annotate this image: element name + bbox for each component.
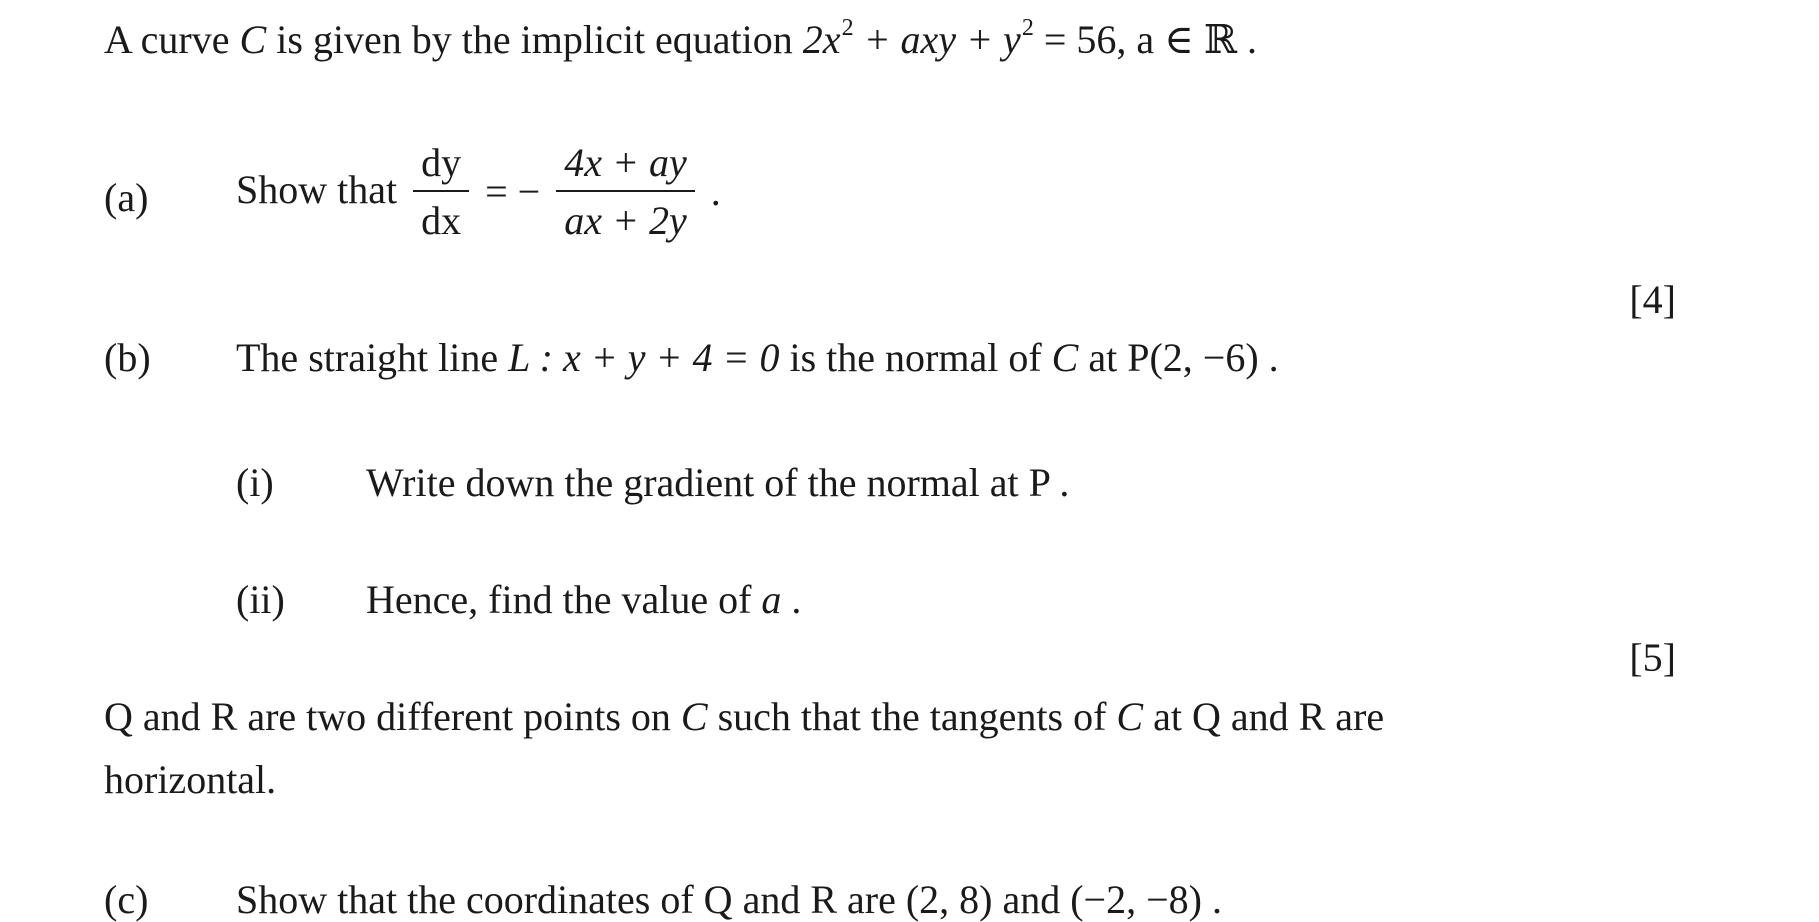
variable-a: a [761, 577, 782, 622]
equals-minus: = − [485, 169, 541, 215]
part-b-i-text: Write down the gradient of the normal at P . [366, 460, 1070, 505]
part-b-lead: The straight line [236, 335, 499, 380]
part-b-ii-text [366, 577, 802, 622]
part-b-mid: is the normal of [789, 335, 1042, 380]
curve-symbol: C [1116, 694, 1144, 739]
eq-exp1: 2 [841, 15, 854, 41]
part-b-ii-label: (ii) [236, 577, 285, 622]
frac2-numerator: 4x + ay [556, 142, 695, 192]
intro-line [104, 15, 1257, 62]
curve-equation [803, 17, 1257, 62]
frac1-denominator: dx [421, 198, 462, 243]
eq-part2: + axy + y [853, 17, 1021, 62]
frac1-numerator: dy [413, 142, 469, 192]
eq-part3: = 56, a ∈ ℝ . [1033, 17, 1257, 62]
dy-dx-fraction [413, 142, 469, 242]
qr-line-2: horizontal. [104, 757, 277, 802]
qr-line-1 [104, 694, 1385, 739]
part-a-tail: . [710, 169, 721, 215]
frac2-denominator: ax + 2y [564, 198, 687, 243]
point-p: P(2, −6) . [1127, 335, 1279, 380]
part-a-label: (a) [104, 175, 149, 220]
gradient-fraction [556, 142, 695, 242]
curve-symbol: C [680, 694, 708, 739]
intro-lead: A curve [104, 17, 230, 62]
curve-symbol: C [1051, 335, 1079, 380]
eq-exp2: 2 [1021, 15, 1034, 41]
part-b-marks: [5] [1629, 635, 1676, 680]
qr-text-a: Q and R are two different points on [104, 694, 671, 739]
line-equation: L : x + y + 4 = 0 [508, 335, 780, 380]
part-c-text: Show that the coordinates of Q and R are (2, 8) and (−2, −8) . [236, 877, 1222, 922]
eq-part1: 2x [802, 17, 841, 62]
part-b-i-label: (i) [236, 460, 274, 505]
part-b-ii-tail: . [791, 577, 802, 622]
part-c-label: (c) [104, 877, 149, 922]
qr-text-b: such that the tangents of [717, 694, 1107, 739]
part-b-text [236, 335, 1279, 380]
part-a-marks: [4] [1629, 277, 1676, 322]
part-b-label: (b) [104, 335, 151, 380]
part-b-at: at [1088, 335, 1118, 380]
qr-text-c: at Q and R are [1153, 694, 1385, 739]
part-a-text [236, 140, 721, 246]
intro-mid: is given by the implicit equation [276, 17, 793, 62]
curve-symbol: C [239, 17, 267, 62]
part-b-ii-lead: Hence, find the value of [366, 577, 752, 622]
part-a-lead: Show that [236, 167, 398, 213]
